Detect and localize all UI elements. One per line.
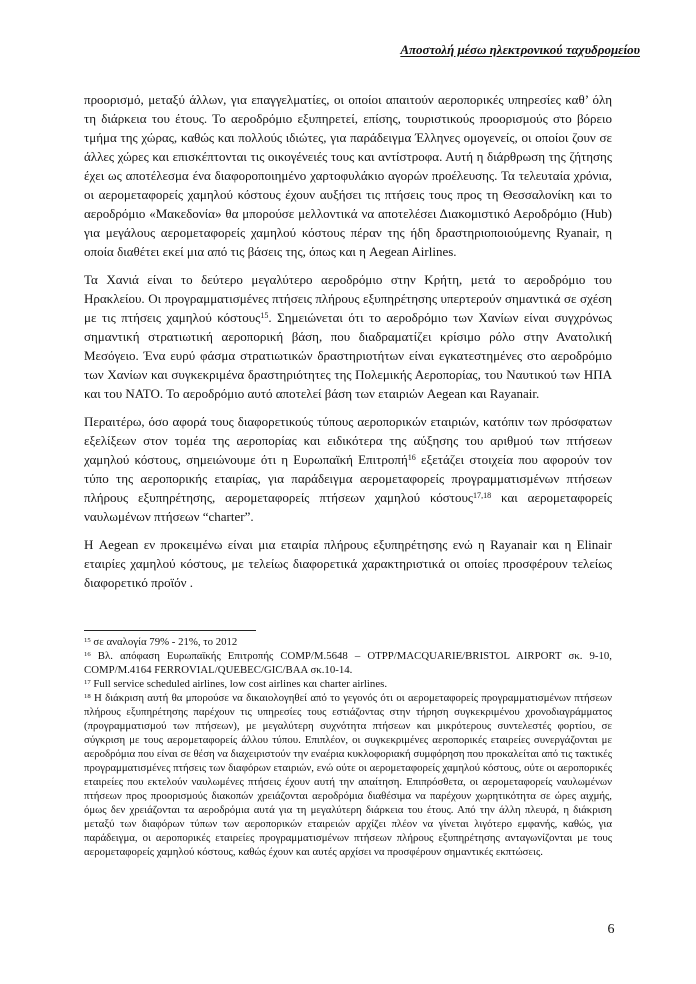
footnote: $^{16}$ Βλ. απόφαση Ευρωπαϊκής Επιτροπής COMP/M.5648 – OTPP/MACQUARIE/BRISTOL AIRPORT σκ. 9-10, COMP/M.4164 FERROVIAL/QUEBEC/GIC/BAA σκ.10-14. (84, 650, 612, 676)
footnote-number: 18 (84, 693, 91, 700)
page-number: 6 (607, 922, 615, 937)
paragraph: Τα Χανιά είναι το δεύτερο μεγαλύτερο αεροδρόμιο στην Κρήτη, μετά το αεροδρόμιο του Ηρακλείου. Οι προγραμματισμένες πτήσεις πλήρους εξυπηρέτησης υπερτερούν σημαντικά σε σχέση με τις πτήσεις χαμηλού κόστους$^{15}$. Σημειώνεται ότι το αεροδρόμιο των Χανίων είναι συγχρόνως σημαντική στρατιωτική αεροπορική βάση, που διαδραματίζει κρίσιμο ρόλο στην Ανατολική Μεσόγειο. Ένα ευρύ φάσμα στρατιωτικών δραστηριοτήτων είναι εγκατεστημένες στο αεροδρόμιο των Χανίων και συγκεκριμένα δραστηριότητες της Πολεμικής Αεροπορίας, του Ναυτικού των ΗΠΑ και του ΝΑΤΟ. Το αεροδρόμιο αυτό αποτελεί βάση των εταιριών Aegean και Rayanair. (84, 272, 612, 401)
footnote-reference: 17,18 (473, 491, 492, 501)
footnote-section (84, 630, 612, 859)
paragraph: προορισμό, μεταξύ άλλων, για επαγγελματίες, οι οποίοι απαιτούν αεροπορικές υπηρεσίες καθ’ όλη τη διάρκεια του έτους. Το αεροδρόμιο εξυπηρετεί, επίσης, τουριστικούς προορισμούς στο βόρειο τμήμα της χώρας, καθώς και πολλούς ιδιώτες, για παράδειγμα Έλληνες ομογενείς, οι οποίοι ζουν σε άλλες χώρες και επισκέπτονται τις οικογένειές τους και αντίστροφα. Αυτή η διάρθρωση της ζήτησης έχει ως αποτέλεσμα ένα διαφοροποιημένο χαρτοφυλάκιο αγορών προέλευσης. Τα τελευταία χρόνια, οι αερομεταφορείς χαμηλού κόστους έχουν αυξήσει τις πτήσεις τους προς τη Θεσσαλονίκη και το αεροδρόμιο «Μακεδονία» θα μπορούσε μελλοντικά να αποτελέσει Διακομιστικό Αεροδρόμιο (Hub) για μεγάλους αερομεταφορείς χαμηλού κόστους πέραν της ήδη δραστηριοποιούμενης Ryanair, η οποία διαθέτει εκεί μια από τις βάσεις της, όπως και η Aegean Airlines. (84, 92, 612, 259)
document-body (84, 90, 612, 601)
page-header-title: Αποστολή μέσω ηλεκτρονικού ταχυδρομείου (400, 42, 640, 57)
footnote-number: 17 (84, 679, 91, 686)
paragraph: Η Aegean εν προκειμένω είναι μια εταιρία πλήρους εξυπηρέτησης ενώ η Rayanair και η Elinair εταιρίες χαμηλού κόστους, με τελείως διαφορετικά χαρακτηριστικά οι οποίες προσφέρουν τελείως διαφορετικό προϊόν . (84, 537, 612, 590)
footnote-number: 15 (84, 637, 91, 644)
paragraph: Περαιτέρω, όσο αφορά τους διαφορετικούς τύπους αεροπορικών εταιριών, κατόπιν των πρόσφατων εξελίξεων στον τομέα της αεροπορίας και ειδικότερα της αύξησης του αριθμού των πτήσεων χαμηλού κόστους, σημειώνουμε ότι η Ευρωπαϊκή Επιτροπή$^{16}$ εξετάζει στοιχεία που αφορούν τον τύπο της αεροπορικής εταιρίας, για παράδειγμα αερομεταφορείς προγραμματισμένων πτήσεων πλήρους εξυπηρέτησης, αερομεταφορείς πτήσεων χαμηλού κόστους$^{17,18}$ και αερομεταφορείς ναυλωμένων πτήσεων “charter”. (84, 414, 613, 524)
footnote-reference: 16 (407, 453, 416, 463)
footnote-reference: 15 (260, 311, 269, 321)
footnotes-list (84, 635, 612, 859)
footnote-number: 16 (84, 651, 91, 658)
footnote: $^{18}$ Η διάκριση αυτή θα μπορούσε να δικαιολογηθεί από το γεγονός ότι οι αερομεταφορείς προγραμματισμένων πτήσεων πλήρους εξυπηρέτησης παρέχουν τις υπηρεσίες τους εστιάζοντας στην τήρηση συγκεκριμένου χρονοδιαγράμματος (προγραμματισμού των πτήσεων), με μεγαλύτερη συχνότητα πτήσεων και μικρότερους συντελεστές φορτίου, σε σύγκριση με τους αερομεταφορείς άλλου τύπου. Επιπλέον, οι συγκεκριμένες αεροπορικές εταιρείες συνεργάζονται με αεροδρόμια που είναι σε θέση να διαχειριστούν την εναέρια κυκλοφοριακή συμφόρηση που προκαλείται από τις τακτικές προγραμματισμένες πτήσεις των διαφόρων εταιριών, ενώ ούτε οι αερομεταφορείς χαμηλού κόστους, ούτε οι αεροπορικές εταιρείες που εκτελούν ναυλωμένες πτήσεις έχουν αυτή την απαίτηση. Επιπρόσθετα, οι αερομεταφορείς ναυλωμένων πτήσεων προς προορισμούς διακοπών χρειάζονται αεροδρόμια διαθέσιμα να παρέχουν χωρητικότητα σε ώρες αιχμής, όμως δεν χρειάζονται τα αεροδρόμια αυτά για τη μεγαλύτερη διάρκεια του έτους. Από την άλλη πλευρά, η διάκριση μεταξύ των διαφόρων τύπων των αεροπορικών εταιρειών αρχίζει πλέον να γίνεται λιγότερο εμφανής, καθώς, για παράδειγμα, οι αεροπορικές εταιρείες προγραμματισμένων πτήσεων πλήρους εξυπηρέτησης ανταγωνίζονται με τους αερομεταφορείς χαμηλού κόστους, καθώς έχουν και αυτές αρχίσει να προσφέρουν σημαντικές εκπτώσεις. (84, 692, 612, 858)
footnote: $^{15}$ σε αναλογία 79% - 21%, το 2012 (84, 636, 238, 648)
footnote: $^{17}$ Full service scheduled airlines, low cost airlines και charter airlines. (84, 678, 388, 690)
footnote-separator (84, 630, 256, 631)
